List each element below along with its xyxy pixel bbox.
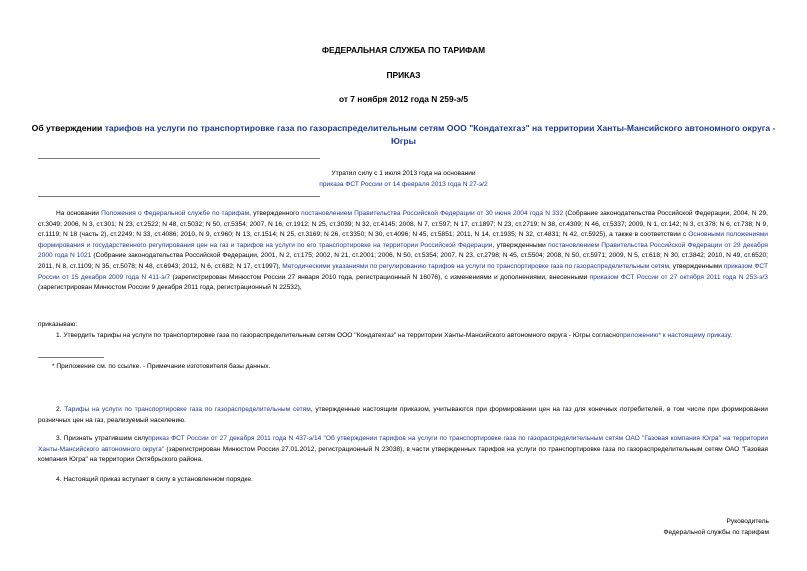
item-3-text: (зарегистрирован Минюстом России 27.01.2012, регистрационный N 23038), в части утвержденных тарифов на услуги по транспортировке газа по газораспределительным сетям ОАО "Газовая компания Югра" на территории Октябрьского района. (38, 445, 769, 464)
document-heading (30, 122, 777, 147)
status-line: Утратил силу с 1 июля 2013 года на основании (331, 170, 476, 177)
signature-line-1: Руководитель (726, 518, 769, 525)
item-2-num: 2. (56, 406, 65, 413)
item-4: 4. Настоящий приказ вступает в силу в установленном порядке. (56, 476, 253, 483)
heading-prefix: Об утверждении (31, 123, 105, 133)
preamble-link[interactable]: Методическими указаниями по регулированию тарифов на услуги по транспортировке газа по газораспределительным сетям (282, 262, 670, 270)
item-1 (38, 331, 768, 342)
status-link[interactable]: приказа ФСТ России от 14 февраля 2013 года N 27-э/2 (319, 180, 488, 188)
preamble-text: (Собрание законодательства Российской Федерации, 2001, N 2, ст.175; 2002, N 21, ст.2001; 2006, N 50, ст.5354; 2007, N 23, ст.2798; N 45, ст.5504; 2008, N 50, ст.5971; 2009, N 5, ст.618; N 30, ст.3842; 2010, N 49, ст.6520; 2011, N 8, ст.1109; N 35, ст.5078; N 48, ст.6943; 2012, N 6, ст.682; N 17, ст.1997), (38, 252, 768, 270)
item-2 (38, 405, 768, 426)
heading-link[interactable]: тарифов на услуги по транспортировке газа по газораспределительным сетям ООО "Кондатехгаз" на территории Ханты-Мансийского автономного округа - Югры (104, 123, 776, 146)
preamble-text: , утвержденными (492, 241, 549, 249)
preamble-text: На основании (56, 210, 102, 217)
signature-line-2: Федеральной службы по тарифам (663, 528, 769, 536)
preamble-text: (зарегистрирован Минюстом России 9 декабря 2011 года, регистрационный N 22532), (38, 284, 302, 292)
item-3 (38, 434, 768, 466)
date-number: от 7 ноября 2012 года N 259-э/5 (338, 94, 469, 104)
preamble-link[interactable]: постановлением Правительства Российской Федерации от 30 июня 2004 года N 332 (301, 210, 564, 217)
preamble-text: , утвержденными (669, 262, 724, 270)
preamble-text: (Собрание законодательства Российской Федерации, 2004, N 29, ст.3049; 2006, N 3, ст.301; N 23, ст.2522; N 48, ст.5032; N 50, ст.5354; 2007, N 16, ст.1912; N 25, ст.3039; N 32, ст.4145; 2008, N 7, ст.597; N 17, ст.1897; N 23, ст.2719; N 38, ст.4309; N 46, ст.5337; 2009, N 1, ст.142; N 3, ст.378; N 6, ст.738; N 9, ст.1119; N 18 (часть 2), ст.2249; N 33, ст.4086; 2010, N 9, ст.960; N 13, ст.1514; N 25, ст.3169; N 26, ст.3350; N 30, ст.4096; N 45, ст.5851; 2011, N 14, ст.1935; N 32, ст.4831; N 42, ст.5925), а также в соответствии с (38, 210, 768, 239)
signature (664, 517, 770, 538)
item-2-text: , утвержденные настоящим приказом, учитываются при формировании цен на газ для конечных потребителей, в том числе при формировании розничных цен на газ, реализуемый населению. (38, 406, 768, 424)
status-note (0, 169, 807, 190)
doc-type: ПРИКАЗ (386, 70, 421, 80)
preamble-text: , утвержденного (249, 210, 302, 217)
item-1-link[interactable]: приложению* к настоящему приказу (619, 332, 731, 339)
preamble-link[interactable]: Основными положениями формирования и государственного регулирования цен на газ и тарифов на услуги по его транспортировке на территории Российской Федерации (38, 231, 768, 249)
item-1-text: 1. Утвердить тарифы на услуги по транспортировке газа по газораспределительным сетям ООО "Кондатехгаз" на территории Ханты-Мансийского автономного округа - Югры согласно (56, 332, 620, 339)
preamble (38, 209, 768, 294)
preamble-link[interactable]: Положения о Федеральной службе по тарифам (101, 210, 250, 217)
item-3-link[interactable]: приказ ФСТ России от 27 декабря 2011 года N 437-э/14 "Об утверждении тарифов на услуги по транспортировке газа по газораспределительным сетям ОАО "Газовая компания Югра" на территории Ханты-Мансийского автономного округа" (38, 435, 769, 453)
preamble-link[interactable]: постановлением Правительства Российской Федерации от 29 декабря 2000 года N 1021 (38, 241, 769, 260)
order-word: приказываю: (38, 321, 78, 328)
divider-top (38, 158, 320, 159)
agency-title: ФЕДЕРАЛЬНАЯ СЛУЖБА ПО ТАРИФАМ (321, 45, 486, 55)
preamble-link[interactable]: приказом ФСТ России от 27 октября 2011 года N 253-э/3 (589, 273, 768, 281)
item-1-end: . (730, 332, 732, 339)
item-2-link[interactable]: Тарифы на услуги по транспортировке газа по газораспределительным сетям (64, 406, 311, 413)
item-3-text: 3. Признать утратившим силу (56, 435, 149, 442)
footnote: * Приложение см. по ссылке. - Примечание изготовителя базы данных. (52, 363, 271, 370)
divider-bottom (38, 196, 320, 197)
footnote-divider (38, 357, 104, 358)
preamble-text: (зарегистрирован Минюстом России 27 января 2010 года, регистрационный N 16076), с изменениями и дополнениями, внесенными (170, 273, 590, 281)
preamble-link[interactable]: приказом ФСТ России от 15 декабря 2009 года N 411-э/7 (38, 262, 769, 281)
